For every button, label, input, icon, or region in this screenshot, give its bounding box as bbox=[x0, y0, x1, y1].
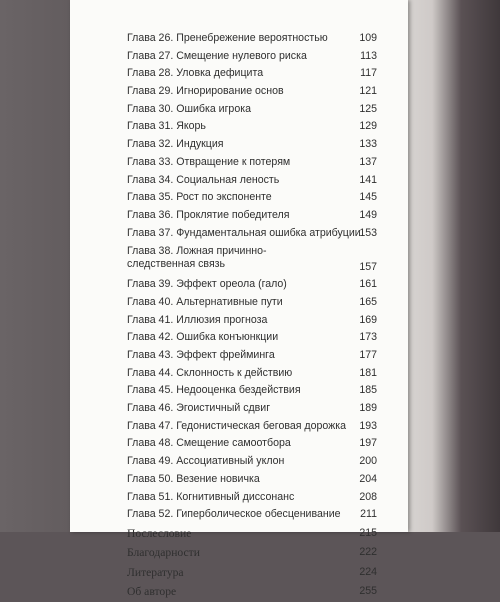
toc-entry bbox=[127, 347, 377, 365]
opposite-page-edge bbox=[403, 0, 500, 532]
toc-entry-page: 157 bbox=[359, 261, 377, 274]
toc-entry-page: 141 bbox=[359, 173, 377, 186]
toc-entry-page: 181 bbox=[359, 366, 377, 379]
toc-entry-title: Глава 27. Смещение нулевого риска bbox=[127, 49, 307, 62]
toc-entry-page: 137 bbox=[359, 155, 377, 168]
toc-entry bbox=[127, 471, 377, 489]
toc-entry-page: 117 bbox=[360, 67, 377, 80]
toc-entry-title: Глава 38. Ложная причинно-следственная связь bbox=[127, 245, 267, 271]
toc-entry-title: Глава 28. Уловка дефицита bbox=[127, 67, 264, 80]
toc-entry-page: 193 bbox=[359, 419, 377, 432]
toc-entry-page: 200 bbox=[359, 455, 377, 468]
toc-entry-page: 173 bbox=[359, 331, 377, 344]
toc-entry-page: 145 bbox=[359, 191, 377, 204]
toc-entry-page: 109 bbox=[359, 32, 377, 44]
toc-entry bbox=[127, 329, 377, 347]
toc-entry-title: Глава 45. Недооценка бездействия bbox=[127, 384, 301, 397]
toc-entry-title: Глава 43. Эффект фрейминга bbox=[127, 349, 275, 361]
toc-entry-title: Глава 29. Игнорирование основ bbox=[127, 85, 284, 98]
toc-entry-page: 125 bbox=[359, 102, 377, 115]
toc-entry bbox=[127, 489, 377, 507]
table-of-contents bbox=[127, 30, 377, 602]
toc-entry-title: Глава 26. Пренебрежение вероятностью bbox=[127, 32, 328, 44]
toc-entry-title: Глава 44. Склонность к действию bbox=[127, 366, 293, 379]
toc-entry-title: Глава 40. Альтернативные пути bbox=[127, 295, 283, 308]
toc-entry-title: Об авторе bbox=[127, 585, 177, 599]
toc-entry bbox=[127, 294, 377, 312]
toc-entry bbox=[127, 524, 377, 544]
toc-entry-page: 113 bbox=[360, 49, 377, 62]
toc-entry-title: Глава 35. Рост по экспоненте bbox=[127, 191, 272, 204]
toc-entry-page: 121 bbox=[359, 85, 377, 98]
toc-entry bbox=[127, 543, 377, 563]
toc-entry-title: Глава 50. Везение новичка bbox=[127, 472, 260, 485]
toc-entry bbox=[127, 65, 377, 83]
toc-entry-title: Глава 32. Индукция bbox=[127, 138, 224, 151]
toc-entry bbox=[127, 435, 377, 453]
toc-entry bbox=[127, 189, 377, 207]
toc-entry-title: Глава 34. Социальная леность bbox=[127, 173, 280, 186]
toc-entry bbox=[127, 207, 377, 225]
toc-entry-page: 129 bbox=[359, 120, 377, 133]
toc-entry bbox=[127, 30, 377, 48]
toc-entry bbox=[127, 225, 377, 243]
toc-entry-title: Глава 49. Ассоциативный уклон bbox=[127, 455, 285, 468]
toc-entry bbox=[127, 365, 377, 383]
toc-entry bbox=[127, 276, 377, 294]
toc-entry-title: Глава 47. Гедонистическая беговая дорожка bbox=[127, 419, 346, 432]
toc-entry-page: 208 bbox=[359, 490, 377, 503]
toc-entry-page: 185 bbox=[359, 384, 377, 397]
toc-entry bbox=[127, 582, 377, 602]
toc-entry-title: Глава 52. Гиперболическое обесценивание bbox=[127, 508, 341, 521]
toc-entry-title: Глава 48. Смещение самоотбора bbox=[127, 437, 291, 450]
toc-entry-page: 204 bbox=[359, 472, 377, 485]
toc-entry-page: 224 bbox=[359, 565, 377, 578]
toc-entry-title: Глава 33. Отвращение к потерям bbox=[127, 155, 291, 168]
toc-entry-title: Послесловие bbox=[127, 526, 192, 540]
toc-entry-title: Глава 30. Ошибка игрока bbox=[127, 102, 251, 115]
toc-entry-page: 189 bbox=[359, 402, 377, 415]
toc-entry-title: Благодарности bbox=[127, 546, 200, 560]
toc-entry-page: 222 bbox=[359, 546, 377, 559]
toc-entry bbox=[127, 48, 377, 66]
toc-entry-page: 165 bbox=[359, 295, 377, 308]
toc-entry-page: 133 bbox=[359, 138, 377, 151]
toc-entry bbox=[127, 382, 377, 400]
toc-entry bbox=[127, 400, 377, 418]
toc-entry-page: 215 bbox=[359, 526, 377, 539]
toc-entry-title: Глава 39. Эффект ореола (гало) bbox=[127, 278, 287, 291]
toc-entry bbox=[127, 172, 377, 190]
toc-entry-title: Глава 51. Когнитивный диссонанс bbox=[127, 490, 295, 503]
toc-entry-title: Глава 41. Иллюзия прогноза bbox=[127, 313, 268, 326]
toc-entry bbox=[127, 101, 377, 119]
toc-entry bbox=[127, 563, 377, 583]
toc-entry bbox=[127, 312, 377, 330]
toc-entry-page: 197 bbox=[359, 437, 377, 450]
toc-entry-page: 153 bbox=[359, 226, 377, 239]
toc-entry-page: 177 bbox=[359, 349, 377, 361]
toc-entry bbox=[127, 242, 377, 276]
toc-entry-title: Литература bbox=[127, 565, 184, 579]
toc-entry-title: Глава 42. Ошибка конъюнкции bbox=[127, 331, 279, 344]
toc-entry-page: 211 bbox=[360, 508, 377, 521]
toc-entry bbox=[127, 136, 377, 154]
toc-entry bbox=[127, 154, 377, 172]
toc-entry-title: Глава 37. Фундаментальная ошибка атрибуции bbox=[127, 226, 361, 239]
toc-entry-page: 255 bbox=[359, 585, 377, 598]
toc-entry-page: 169 bbox=[359, 313, 377, 326]
toc-entry-title: Глава 31. Якорь bbox=[127, 120, 206, 133]
toc-entry bbox=[127, 453, 377, 471]
toc-entry bbox=[127, 506, 377, 524]
toc-entry bbox=[127, 83, 377, 101]
toc-entry bbox=[127, 418, 377, 436]
toc-entry-title: Глава 36. Проклятие победителя bbox=[127, 208, 290, 221]
toc-entry bbox=[127, 118, 377, 136]
toc-entry-page: 161 bbox=[359, 278, 377, 291]
toc-entry-page: 149 bbox=[359, 208, 377, 221]
toc-entry-title: Глава 46. Эгоистичный сдвиг bbox=[127, 402, 271, 415]
